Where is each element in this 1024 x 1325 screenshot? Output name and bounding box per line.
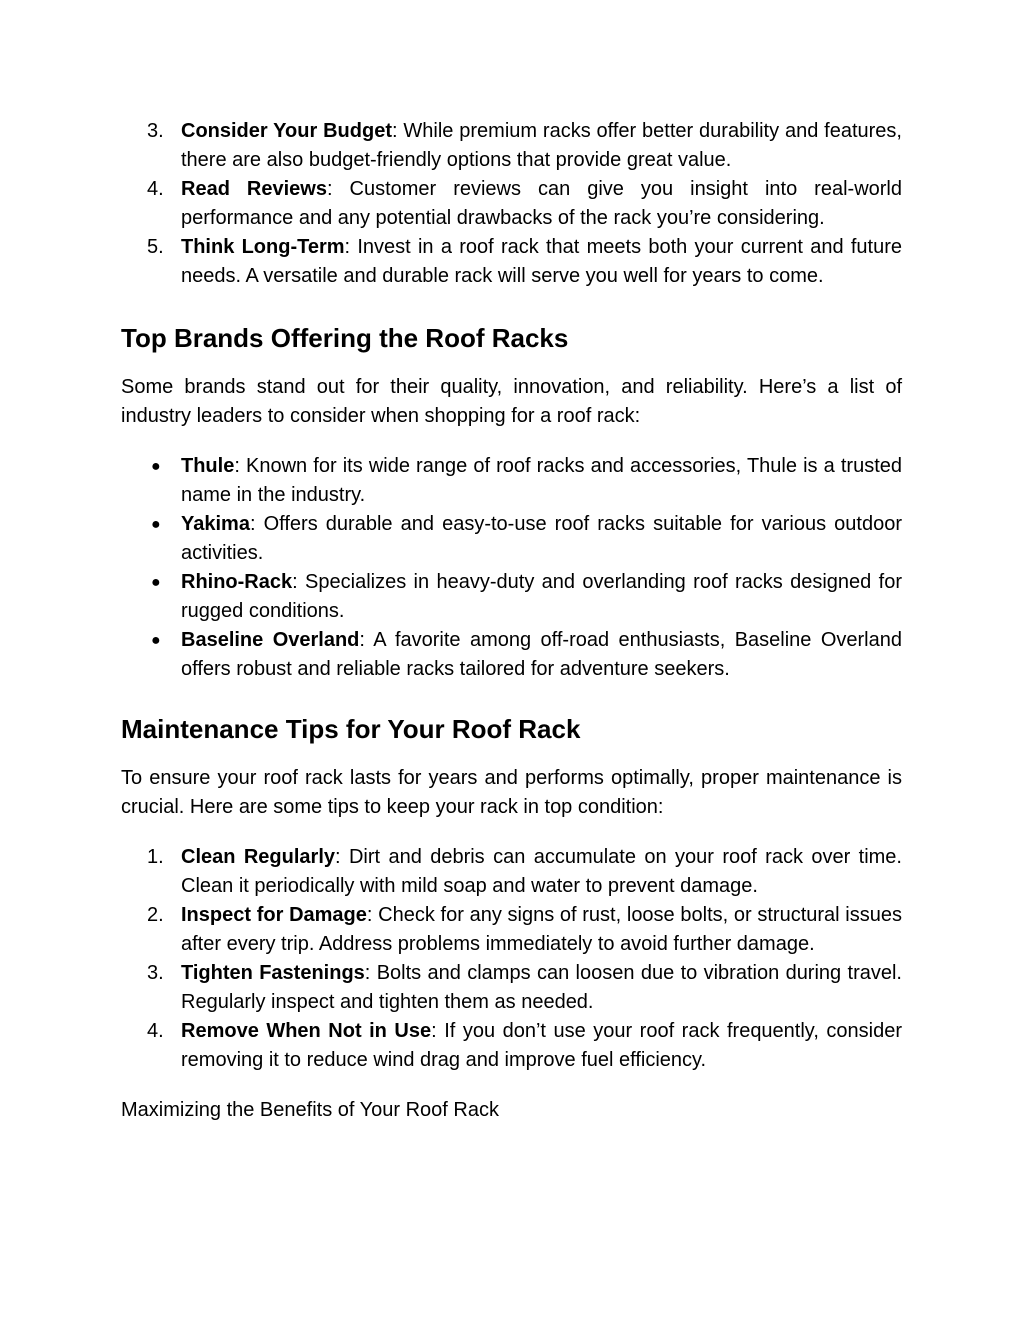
list-item: [121, 452, 902, 510]
list-item-text: : Bolts and clamps can loosen due to vibration during travel. Regularly inspect and tighten them as needed.: [181, 962, 902, 1013]
maintenance-intro-paragraph: To ensure your roof rack lasts for years and performs optimally, proper maintenance is crucial. Here are some tips to keep your rack in top condition:: [121, 767, 902, 818]
list-item-text: : While premium racks offer better durability and features, there are also budget-friendly options that provide great value.: [181, 120, 902, 171]
list-item-text: : Offers durable and easy-to-use roof racks suitable for various outdoor activities.: [181, 513, 902, 564]
list-item-term: Clean Regularly: [181, 846, 335, 868]
list-number: 3.: [147, 120, 164, 142]
list-item-text: : Specializes in heavy-duty and overlanding roof racks designed for rugged conditions.: [181, 571, 902, 622]
bullet-icon: ●: [151, 458, 161, 475]
section-heading-brands: Top Brands Offering the Roof Racks: [121, 323, 569, 353]
bullet-icon: ●: [151, 574, 161, 591]
list-number: 4.: [147, 1020, 164, 1042]
list-item-text: : Invest in a roof rack that meets both your current and future needs. A versatile and durable rack will serve you well for years to come.: [181, 236, 902, 287]
brands-intro-paragraph: Some brands stand out for their quality, innovation, and reliability. Here’s a list of industry leaders to consider when shopping for a roof rack:: [121, 376, 902, 427]
bullet-icon: ●: [151, 632, 161, 649]
list-item-term: Remove When Not in Use: [181, 1020, 432, 1042]
list-item: [121, 843, 902, 901]
list-item-term: Rhino-Rack: [181, 571, 293, 593]
list-item-text: : Customer reviews can give you insight into real-world performance and any potential drawbacks of the rack you’re considering.: [181, 178, 902, 229]
list-item: [121, 233, 902, 291]
closing-line: Maximizing the Benefits of Your Roof Rack: [121, 1099, 499, 1121]
list-item-term: Read Reviews: [181, 178, 327, 200]
list-item-term: Yakima: [181, 513, 250, 535]
list-item-text: : Known for its wide range of roof racks and accessories, Thule is a trusted name in the industry.: [181, 455, 902, 506]
buying-tips-list: [121, 117, 902, 291]
list-item: [121, 117, 902, 175]
list-number: 4.: [147, 178, 164, 200]
list-number: 1.: [147, 846, 164, 868]
list-item: [121, 1017, 902, 1075]
brands-list: [121, 452, 902, 684]
list-item-term: Thule: [181, 455, 235, 477]
list-item-text: : Check for any signs of rust, loose bolts, or structural issues after every trip. Address problems immediately to avoid further damage.: [181, 904, 902, 955]
document-page: [121, 117, 902, 1125]
maintenance-list: [121, 843, 902, 1075]
list-item-text: : A favorite among off-road enthusiasts, Baseline Overland offers robust and reliable racks tailored for adventure seekers.: [181, 629, 902, 680]
list-number: 3.: [147, 962, 164, 984]
list-item: [121, 901, 902, 959]
list-item: [121, 626, 902, 684]
list-item: [121, 510, 902, 568]
list-item: [121, 959, 902, 1017]
list-item: [121, 568, 902, 626]
list-item: [121, 175, 902, 233]
list-item-term: Consider Your Budget: [181, 120, 392, 142]
list-item-text: : If you don’t use your roof rack frequently, consider removing it to reduce wind drag and improve fuel efficiency.: [181, 1020, 902, 1071]
list-item-term: Tighten Fastenings: [181, 962, 365, 984]
list-number: 2.: [147, 904, 164, 926]
section-heading-maintenance: Maintenance Tips for Your Roof Rack: [121, 714, 581, 744]
bullet-icon: ●: [151, 516, 161, 533]
list-item-text: : Dirt and debris can accumulate on your roof rack over time. Clean it periodically with mild soap and water to prevent damage.: [181, 846, 902, 897]
list-item-term: Inspect for Damage: [181, 904, 367, 926]
list-number: 5.: [147, 236, 164, 258]
list-item-term: Baseline Overland: [181, 629, 360, 651]
list-item-term: Think Long-Term: [181, 236, 345, 258]
